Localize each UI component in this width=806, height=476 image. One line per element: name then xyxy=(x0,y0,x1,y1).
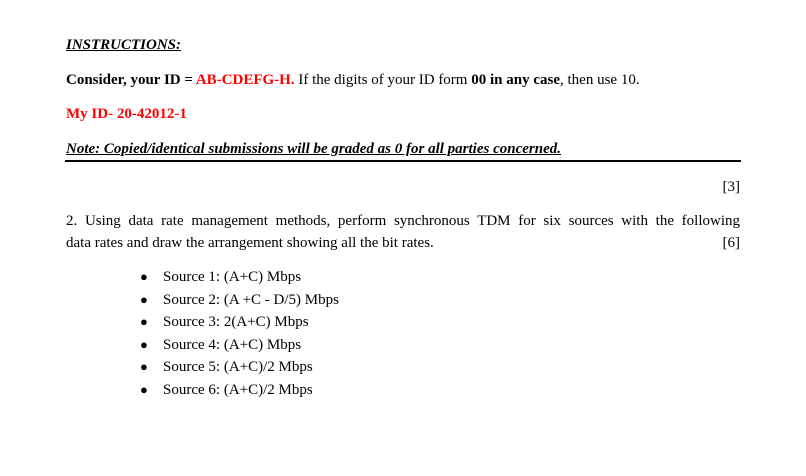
bullet-icon: ● xyxy=(140,336,148,352)
my-id: My ID- 20-42012-1 xyxy=(66,106,187,122)
bullet-icon: ● xyxy=(140,269,148,284)
consider-id-line xyxy=(66,70,640,90)
consider-suffix: , then use 10. xyxy=(560,72,640,88)
bullet-icon: ● xyxy=(140,291,148,307)
consider-middle: If the digits of your ID form xyxy=(294,72,472,88)
instructions-heading: INSTRUCTIONS: xyxy=(66,37,182,53)
source-rate: Source 4: (A+C) Mbps xyxy=(163,336,302,353)
question-2-text-line1: 2. Using data rate management methods, perform synchronous TDM for six sources with the following xyxy=(66,213,740,229)
bullet-icon: ● xyxy=(140,359,148,374)
source-rate: Source 6: (A+C)/2 Mbps xyxy=(163,381,313,398)
question-1-marks: [3] xyxy=(722,179,740,195)
source-rate: Source 2: (A +C - D/5) Mbps xyxy=(163,291,339,308)
consider-prefix: Consider, your ID = xyxy=(66,72,196,88)
id-format: AB-CDEFG-H. xyxy=(195,72,295,88)
question-2-marks: [6] xyxy=(722,235,740,251)
bullet-icon: ● xyxy=(140,381,148,397)
section-divider xyxy=(65,160,741,162)
condition-text: 00 in any case xyxy=(471,72,560,88)
source-rate: Source 1: (A+C) Mbps xyxy=(163,269,302,285)
bullet-icon: ● xyxy=(140,314,148,329)
source-rate: Source 5: (A+C)/2 Mbps xyxy=(163,359,313,375)
source-rate: Source 3: 2(A+C) Mbps xyxy=(163,314,309,330)
question-2-text-line2: data rates and draw the arrangement showing all the bit rates. xyxy=(66,235,434,251)
plagiarism-note: Note: Copied/identical submissions will be graded as 0 for all parties concerned. xyxy=(66,141,561,157)
